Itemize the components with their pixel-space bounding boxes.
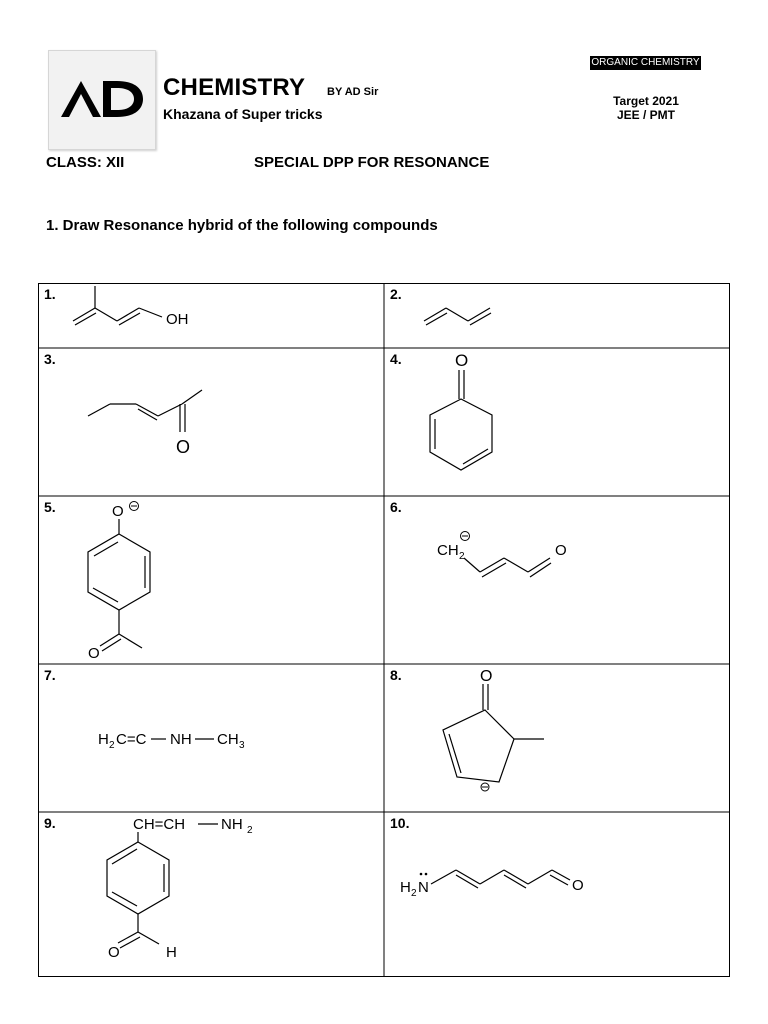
atom-label: N — [418, 879, 429, 896]
atom-label: O — [88, 645, 100, 662]
logo — [48, 50, 156, 150]
compound-number: 8. — [390, 667, 402, 683]
atom-subscript: 3 — [239, 740, 245, 751]
compound-cell-5 — [38, 496, 384, 664]
atom-label: NH — [221, 816, 243, 833]
compound-number: 6. — [390, 499, 402, 515]
atom-label: O — [112, 503, 124, 520]
structure-2 — [384, 283, 730, 348]
target-year: Target 2021 — [613, 94, 679, 108]
compound-cell-7 — [38, 664, 384, 812]
compound-number: 7. — [44, 667, 56, 683]
compound-number: 1. — [44, 286, 56, 302]
structure-6 — [384, 496, 730, 664]
compound-table — [38, 283, 730, 977]
target-exam: JEE / PMT — [616, 108, 675, 122]
brand-author: BY AD Sir — [327, 86, 379, 98]
sheet-title: SPECIAL DPP FOR RESONANCE — [254, 154, 490, 171]
atom-label: C=C — [116, 731, 147, 748]
atom-subscript: 2 — [459, 551, 465, 562]
atom-label: O — [480, 668, 493, 685]
structure-7 — [38, 664, 384, 812]
atom-label: O — [572, 877, 584, 894]
atom-label: CH — [217, 731, 239, 748]
compound-number: 4. — [390, 351, 402, 367]
compound-cell-10 — [384, 812, 730, 977]
brand-title: CHEMISTRY — [163, 74, 306, 101]
atom-label: O — [108, 944, 120, 961]
atom-subscript: 2 — [411, 888, 417, 899]
atom-subscript: 2 — [109, 740, 115, 751]
atom-label: O — [455, 351, 469, 370]
compound-number: 9. — [44, 815, 56, 831]
structure-1 — [38, 283, 384, 348]
atom-label: H — [166, 944, 177, 961]
atom-label: NH — [170, 731, 192, 748]
atom-label: CH=CH — [133, 816, 186, 833]
compound-cell-8 — [384, 664, 730, 812]
compound-cell-6 — [384, 496, 730, 664]
compound-number: 10. — [390, 815, 410, 831]
atom-label: H — [400, 879, 411, 896]
compound-cell-9 — [38, 812, 384, 977]
atom-label: OH — [166, 311, 189, 328]
compound-cell-3 — [38, 348, 384, 496]
ad-logo-icon — [59, 77, 145, 121]
compound-number: 5. — [44, 499, 56, 515]
atom-label: O — [555, 542, 567, 559]
class-label: CLASS: XII — [46, 154, 125, 171]
atom-label: O — [176, 437, 191, 457]
brand-tagline: Khazana of Super tricks — [163, 106, 323, 122]
atom-label: H — [98, 731, 109, 748]
structure-4 — [384, 348, 730, 496]
structure-3 — [38, 348, 384, 496]
compound-number: 3. — [44, 351, 56, 367]
compound-cell-4 — [384, 348, 730, 496]
structure-5 — [38, 496, 384, 664]
atom-label: CH — [437, 542, 459, 559]
subject-badge: ORGANIC CHEMISTRY — [591, 57, 700, 68]
structure-8 — [384, 664, 730, 812]
atom-subscript: 2 — [247, 825, 253, 836]
structure-10 — [384, 812, 730, 977]
compound-cell-2 — [384, 283, 730, 348]
compound-cell-1 — [38, 283, 384, 348]
structure-9 — [38, 812, 384, 977]
question-heading: 1. Draw Resonance hybrid of the following compounds — [46, 217, 438, 234]
compound-number: 2. — [390, 286, 402, 302]
